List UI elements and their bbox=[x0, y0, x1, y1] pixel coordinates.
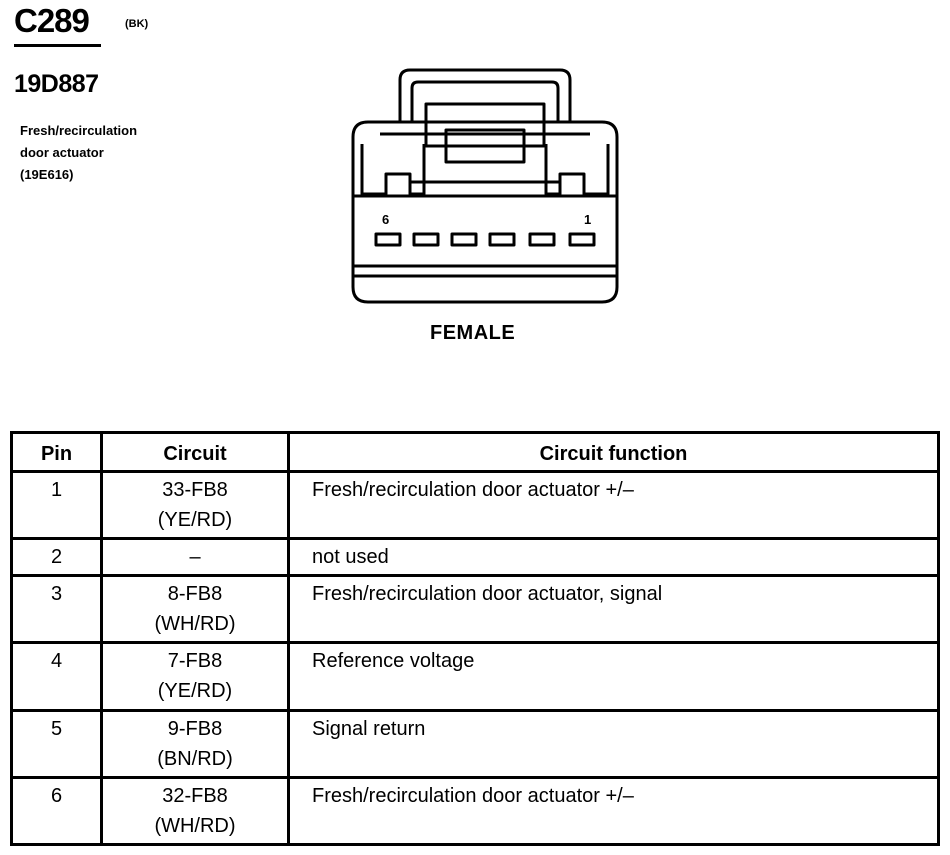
component-description bbox=[20, 120, 220, 186]
function-cell: Signal return bbox=[289, 710, 939, 777]
pin-cavity bbox=[414, 234, 438, 245]
pin-cavity bbox=[452, 234, 476, 245]
pin-cavity bbox=[490, 234, 514, 245]
latch-inner bbox=[412, 82, 558, 122]
header-circuit: Circuit bbox=[102, 433, 289, 472]
table-header-row bbox=[12, 433, 939, 472]
cavity-face bbox=[353, 196, 617, 266]
circuit-number: 32-FB8 bbox=[162, 784, 228, 807]
part-number: 19D887 bbox=[14, 70, 99, 98]
function-cell: Reference voltage bbox=[289, 643, 939, 710]
key-left bbox=[362, 144, 424, 194]
pin-cavity bbox=[376, 234, 400, 245]
function-cell: Fresh/recirculation door actuator +/– bbox=[289, 777, 939, 844]
component-line: (19E616) bbox=[20, 167, 74, 182]
circuit-cell bbox=[102, 643, 289, 710]
pin-cell: 4 bbox=[12, 643, 102, 710]
pin-cell: 5 bbox=[12, 710, 102, 777]
table-row bbox=[12, 539, 939, 576]
pin-table bbox=[10, 431, 940, 846]
component-line: Fresh/recirculation bbox=[20, 123, 138, 138]
table-row bbox=[12, 777, 939, 844]
latch-tab bbox=[426, 104, 544, 146]
circuit-cell bbox=[102, 777, 289, 844]
function-cell: not used bbox=[289, 539, 939, 576]
circuit-number: – bbox=[189, 546, 201, 569]
header-pin: Pin bbox=[12, 433, 102, 472]
table-row bbox=[12, 472, 939, 539]
pin-cavity bbox=[570, 234, 594, 245]
wire-color: (WH/RD) bbox=[154, 814, 236, 837]
circuit-cell bbox=[102, 710, 289, 777]
circuit-number: 33-FB8 bbox=[162, 479, 228, 501]
table-row bbox=[12, 576, 939, 643]
table-row bbox=[12, 710, 939, 777]
wire-color: (BN/RD) bbox=[157, 747, 233, 770]
wire-color: (YE/RD) bbox=[157, 509, 233, 531]
pin-label-right: 1 bbox=[584, 212, 592, 227]
circuit-cell bbox=[102, 472, 289, 539]
pin-cell: 6 bbox=[12, 777, 102, 844]
connector-id-underline bbox=[14, 44, 101, 47]
key-right bbox=[546, 144, 608, 194]
pin-cell: 3 bbox=[12, 576, 102, 643]
circuit-cell bbox=[102, 576, 289, 643]
circuit-cell bbox=[102, 539, 289, 576]
pin-label-left: 6 bbox=[382, 212, 390, 227]
circuit-number: 8-FB8 bbox=[167, 583, 223, 606]
header-circuit-function: Circuit function bbox=[289, 433, 939, 472]
circuit-number: 9-FB8 bbox=[167, 717, 223, 740]
connector-face-diagram bbox=[340, 62, 630, 312]
function-cell: Fresh/recirculation door actuator +/– bbox=[289, 472, 939, 539]
pin-cell: 1 bbox=[12, 472, 102, 539]
connector-color: (BK) bbox=[125, 18, 149, 30]
pin-cavity bbox=[530, 234, 554, 245]
pin-cell: 2 bbox=[12, 539, 102, 576]
wire-color: (YE/RD) bbox=[157, 680, 233, 703]
pin-cavities bbox=[376, 234, 594, 245]
wire-color: (WH/RD) bbox=[154, 613, 236, 636]
connector-gender-label: FEMALE bbox=[430, 322, 516, 344]
connector-id: C289 bbox=[14, 2, 89, 39]
circuit-number: 7-FB8 bbox=[167, 650, 223, 673]
table-row bbox=[12, 643, 939, 710]
component-line: door actuator bbox=[20, 145, 104, 160]
function-cell: Fresh/recirculation door actuator, signal bbox=[289, 576, 939, 643]
